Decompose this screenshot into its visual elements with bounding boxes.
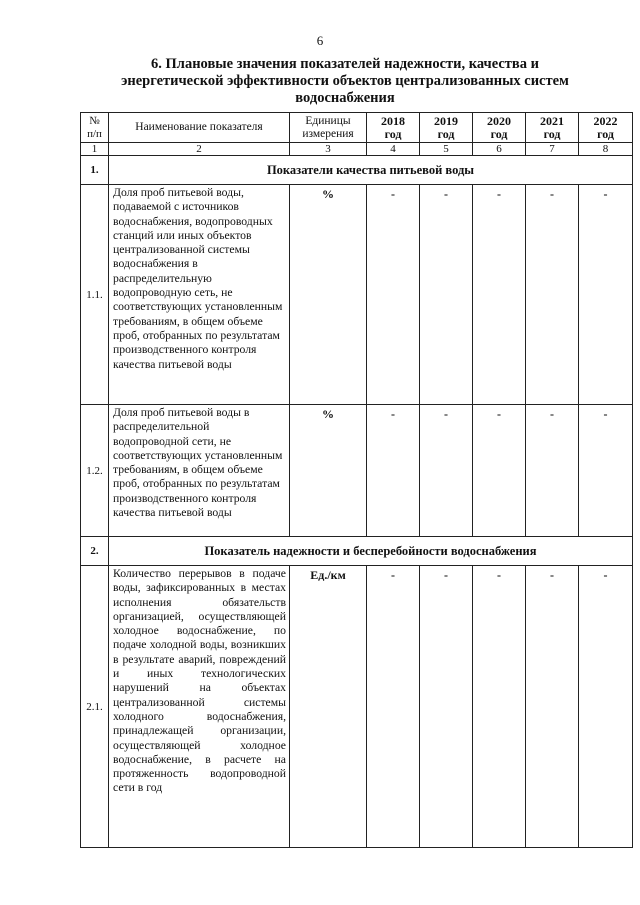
section-row [81,537,633,566]
index-cell: 6 [473,143,526,156]
indicator-name: Доля проб питьевой воды, подаваемой с источников водоснабжения, водопроводных станций или иных объектов централизованной системы водоснабжения в распределительную водопроводную сеть, не соответствующих установленным требованиям, в общем объеме проб, отобранных по результатам производственного контроля качества питьевой воды [109,185,290,405]
value-2018: - [367,566,420,848]
title-line-1: 6. Плановые значения показателей надежности, качества и [151,56,539,72]
header-year-2021: 2021 год [526,113,579,143]
index-cell: 1 [81,143,109,156]
index-cell: 5 [420,143,473,156]
indicator-name: Количество перерывов в подаче воды, зафиксированных в местах исполнения обязательств организацией, осуществляющей холодное водоснабжение, по подаче холодной воды, возникших в результате аварий, повреждений и иных технологических нарушений на объектах централизованной системы холодного водоснабжения, принадлежащей организации, осуществляющей холодное водоснабжение, в расчете на протяженность водопроводной сети в год [109,566,290,848]
index-cell: 8 [579,143,633,156]
header-year-2018: 2018 год [367,113,420,143]
value-2022: - [579,185,633,405]
unit-cell: Ед./км [290,566,367,848]
value-2020: - [473,185,526,405]
table-row [81,185,633,405]
header-num: № п/п [81,113,109,143]
value-2021: - [526,185,579,405]
title-line-2: энергетической эффективности объектов централизованных систем [121,73,569,89]
value-2018: - [367,405,420,537]
header-unit: Единицы измерения [290,113,367,143]
page-title [95,56,595,107]
value-2018: - [367,185,420,405]
value-2019: - [420,405,473,537]
value-2020: - [473,566,526,848]
header-name: Наименование показателя [109,113,290,143]
section-number: 1. [81,156,109,185]
value-2019: - [420,566,473,848]
section-row [81,156,633,185]
index-cell: 3 [290,143,367,156]
value-2022: - [579,405,633,537]
header-year-2022: 2022 год [579,113,633,143]
index-cell: 2 [109,143,290,156]
unit-cell: % [290,405,367,537]
row-number: 1.1. [81,185,109,405]
index-cell: 4 [367,143,420,156]
indicators-table [80,112,633,848]
value-2019: - [420,185,473,405]
value-2020: - [473,405,526,537]
section-title: Показатель надежности и бесперебойности водоснабжения [109,537,633,566]
value-2021: - [526,566,579,848]
section-number: 2. [81,537,109,566]
row-number: 1.2. [81,405,109,537]
row-number: 2.1. [81,566,109,848]
page-number: 6 [316,33,324,48]
unit-cell: % [290,185,367,405]
section-title: Показатели качества питьевой воды [109,156,633,185]
table-row [81,405,633,537]
header-year-2020: 2020 год [473,113,526,143]
table-row [81,566,633,848]
title-line-3: водоснабжения [295,90,395,106]
header-year-2019: 2019 год [420,113,473,143]
value-2021: - [526,405,579,537]
value-2022: - [579,566,633,848]
indicator-name: Доля проб питьевой воды в распределительной водопроводной сети, не соответствующих установленным требованиям, в общем объеме проб, отобранных по результатам производственного контроля качества питьевой воды [109,405,290,537]
index-cell: 7 [526,143,579,156]
